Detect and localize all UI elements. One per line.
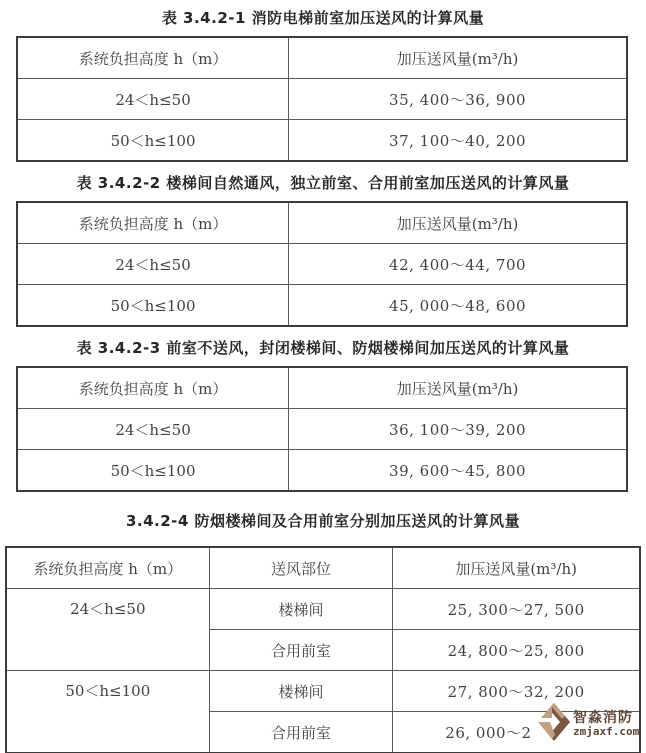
cell-volume-range: 36, 100～39, 200 (289, 409, 627, 450)
table-3-4-2-3 (16, 366, 628, 492)
watermark-domain: zmjaxf.com (573, 725, 640, 738)
cell-height-range (6, 589, 209, 671)
table-header-row (17, 202, 627, 244)
cell-volume-range: 45, 000～48, 600 (289, 285, 627, 327)
cell-height-range: 50＜h≤100 (17, 120, 289, 162)
header-system-height: 系统负担高度 h（m） (17, 202, 289, 244)
watermark (537, 700, 645, 748)
table-header-row (6, 547, 640, 589)
table-row (17, 120, 627, 162)
table-header-row (17, 367, 627, 409)
table-row (17, 79, 627, 120)
watermark-text (573, 711, 639, 737)
cell-supply-location: 楼梯间 (209, 671, 393, 712)
cell-volume-range-truncated: 26, 000～2 (393, 712, 640, 753)
table-row (17, 450, 627, 492)
cell-height-range: 50＜h≤100 (17, 450, 289, 492)
header-air-volume: 加压送风量(m³/h) (289, 37, 627, 79)
header-system-height: 系统负担高度 h（m） (6, 547, 209, 589)
cell-height-range: 24＜h≤50 (17, 244, 289, 285)
table-header-row (17, 37, 627, 79)
cell-volume-range: 37, 100～40, 200 (289, 120, 627, 162)
header-supply-location: 送风部位 (209, 547, 393, 589)
header-air-volume: 加压送风量(m³/h) (289, 367, 627, 409)
cell-height-range (6, 671, 209, 753)
zhimiao-logo-icon (537, 701, 571, 747)
table-row (17, 409, 627, 450)
cell-volume-range: 24, 800～25, 800 (393, 630, 640, 671)
table-4-title: 3.4.2-4 防烟楼梯间及合用前室分别加压送风的计算风量 (125, 512, 521, 530)
header-air-volume: 加压送风量(m³/h) (289, 202, 627, 244)
watermark-brand: 智淼消防 (573, 710, 633, 726)
table-row (17, 285, 627, 327)
table-3-4-2-1 (16, 36, 628, 162)
header-air-volume: 加压送风量(m³/h) (393, 547, 640, 589)
table-row (17, 244, 627, 285)
header-system-height: 系统负担高度 h（m） (17, 37, 289, 79)
cell-volume-range: 42, 400～44, 700 (289, 244, 627, 285)
cell-volume-range: 27, 800～32, 200 (393, 671, 640, 712)
table-3-title: 表 3.4.2-3 前室不送风，封闭楼梯间、防烟楼梯间加压送风的计算风量 (76, 339, 570, 357)
cell-volume-range: 39, 600～45, 800 (289, 450, 627, 492)
cell-supply-location: 楼梯间 (209, 589, 393, 630)
cell-height-range: 24＜h≤50 (17, 409, 289, 450)
cell-volume-range: 25, 300～27, 500 (393, 589, 640, 630)
table-1-title: 表 3.4.2-1 消防电梯前室加压送风的计算风量 (161, 9, 485, 27)
cell-height-range-text: 50＜h≤100 (65, 682, 151, 700)
table-3-4-2-2 (16, 201, 628, 327)
cell-supply-location: 合用前室 (209, 712, 393, 753)
cell-supply-location: 合用前室 (209, 630, 393, 671)
table-row (6, 589, 640, 630)
cell-height-range-text: 24＜h≤50 (70, 600, 146, 618)
header-system-height: 系统负担高度 h（m） (17, 367, 289, 409)
cell-height-range: 50＜h≤100 (17, 285, 289, 327)
cell-height-range: 24＜h≤50 (17, 79, 289, 120)
table-2-title: 表 3.4.2-2 楼梯间自然通风，独立前室、合用前室加压送风的计算风量 (76, 174, 570, 192)
cell-volume-range: 35, 400～36, 900 (289, 79, 627, 120)
